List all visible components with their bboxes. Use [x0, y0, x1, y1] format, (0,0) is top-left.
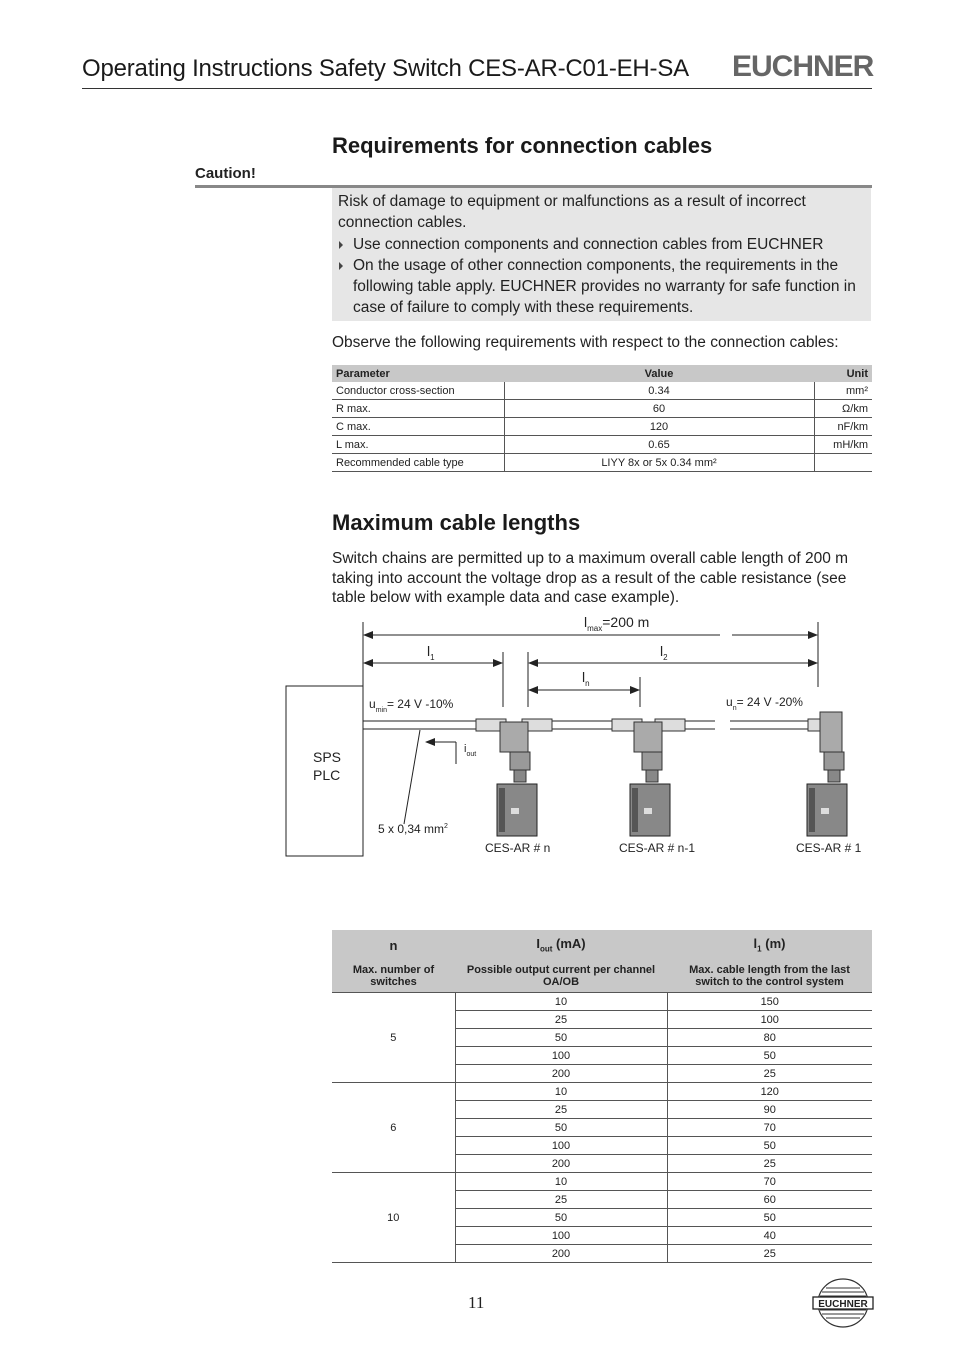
caution-bullet: On the usage of other connection components, the requirements in the following table apply. EUCHNER provides no warranty for safe function in case of failure to comply with these requirements. [338, 255, 865, 319]
caution-text: Risk of damage to equipment or malfunctions as a result of incorrect connection cables. [338, 193, 806, 232]
table-row: 50 50 [332, 1209, 872, 1227]
header-divider [82, 88, 872, 89]
page-number: 11 [468, 1293, 485, 1312]
svg-text:EUCHNER: EUCHNER [818, 1299, 868, 1310]
table-row: 100 50 [332, 1137, 872, 1155]
max-cable-length-table [332, 930, 872, 1263]
ln-label: $l_n$ [582, 669, 590, 688]
switch-label: CES-AR # n [485, 841, 551, 855]
col-subheader: Possible output current per channel OA/OB [455, 960, 667, 993]
table-row: R max. 60 Ω/km [332, 400, 872, 418]
observe-text: Observe the following requirements with respect to the connection cables: [332, 334, 839, 351]
table-row: 200 25 [332, 1065, 872, 1083]
table-header: Value [504, 365, 814, 382]
switch-label: CES-AR # 1 [796, 841, 862, 855]
plc-label-plc: PLC [313, 767, 341, 783]
table-row: 25 100 [332, 1011, 872, 1029]
table-row: Recommended cable type LIYY 8x or 5x 0.34 mm² [332, 454, 872, 472]
table-row: 100 40 [332, 1227, 872, 1245]
switch-device-n [476, 719, 552, 836]
table-header: Parameter [332, 365, 504, 382]
umin-label: $u_{min}= 24$ V -10% [369, 697, 454, 714]
table-row: 25 90 [332, 1101, 872, 1119]
table-row: 50 70 [332, 1119, 872, 1137]
un-label: $u_n= 24$ V -20% [726, 695, 803, 712]
switch-label: CES-AR # n-1 [619, 841, 696, 855]
cable-cross-section-label: 5 x 0,34 $mm^2$ [378, 822, 448, 836]
col-header-iout: $I_{out}$ (mA) [455, 930, 667, 960]
col-header-n: n [332, 930, 455, 960]
caution-box [332, 188, 871, 321]
table-row: C max. 120 nF/km [332, 418, 872, 436]
iout-label: $i_{out}$ [464, 743, 477, 758]
section-heading-connection-cables: Requirements for connection cables [332, 133, 713, 158]
lmax-label: $l_{max}=200$ m [584, 614, 650, 633]
cable-requirements-table [332, 365, 872, 472]
table-row: 5 10 150 [332, 993, 872, 1011]
table-row: 200 25 [332, 1155, 872, 1173]
cable-lengths-intro: Switch chains are permitted up to a maximum overall cable length of 200 m taking into account the voltage drop as a result of the cable resistance (see table below with example data and case example). [332, 550, 849, 606]
l1-label: $l_1$ [427, 643, 435, 662]
col-subheader: Max. number of switches [332, 960, 455, 993]
cable-chain-diagram [280, 612, 880, 862]
switch-device-1 [807, 712, 847, 836]
l2-label: $l_2$ [660, 643, 668, 662]
switch-device-n-1 [612, 719, 685, 836]
section-heading-cable-lengths: Maximum cable lengths [332, 510, 581, 535]
caution-bullet: Use connection components and connection cables from EUCHNER [338, 234, 865, 255]
col-header-l1: $l_1$ (m) [667, 930, 872, 960]
bullet-arrow-icon [339, 241, 343, 249]
table-row: 200 25 [332, 1245, 872, 1263]
euchner-logo: EUCHNER [732, 50, 874, 83]
table-row: 10 10 70 [332, 1173, 872, 1191]
table-row: L max. 0.65 mH/km [332, 436, 872, 454]
col-subheader: Max. cable length from the last switch to the control system [667, 960, 872, 993]
plc-label-sps: SPS [313, 749, 342, 765]
euchner-footer-logo [812, 1276, 874, 1330]
document-title: Operating Instructions Safety Switch CES-AR-C01-EH-SA [82, 55, 689, 82]
bullet-arrow-icon [339, 262, 343, 270]
caution-label: Caution! [195, 165, 256, 182]
table-header: Unit [814, 365, 872, 382]
table-row: 100 50 [332, 1047, 872, 1065]
table-row: 6 10 120 [332, 1083, 872, 1101]
table-row: 25 60 [332, 1191, 872, 1209]
table-row: 50 80 [332, 1029, 872, 1047]
table-row: Conductor cross-section 0.34 mm² [332, 382, 872, 400]
